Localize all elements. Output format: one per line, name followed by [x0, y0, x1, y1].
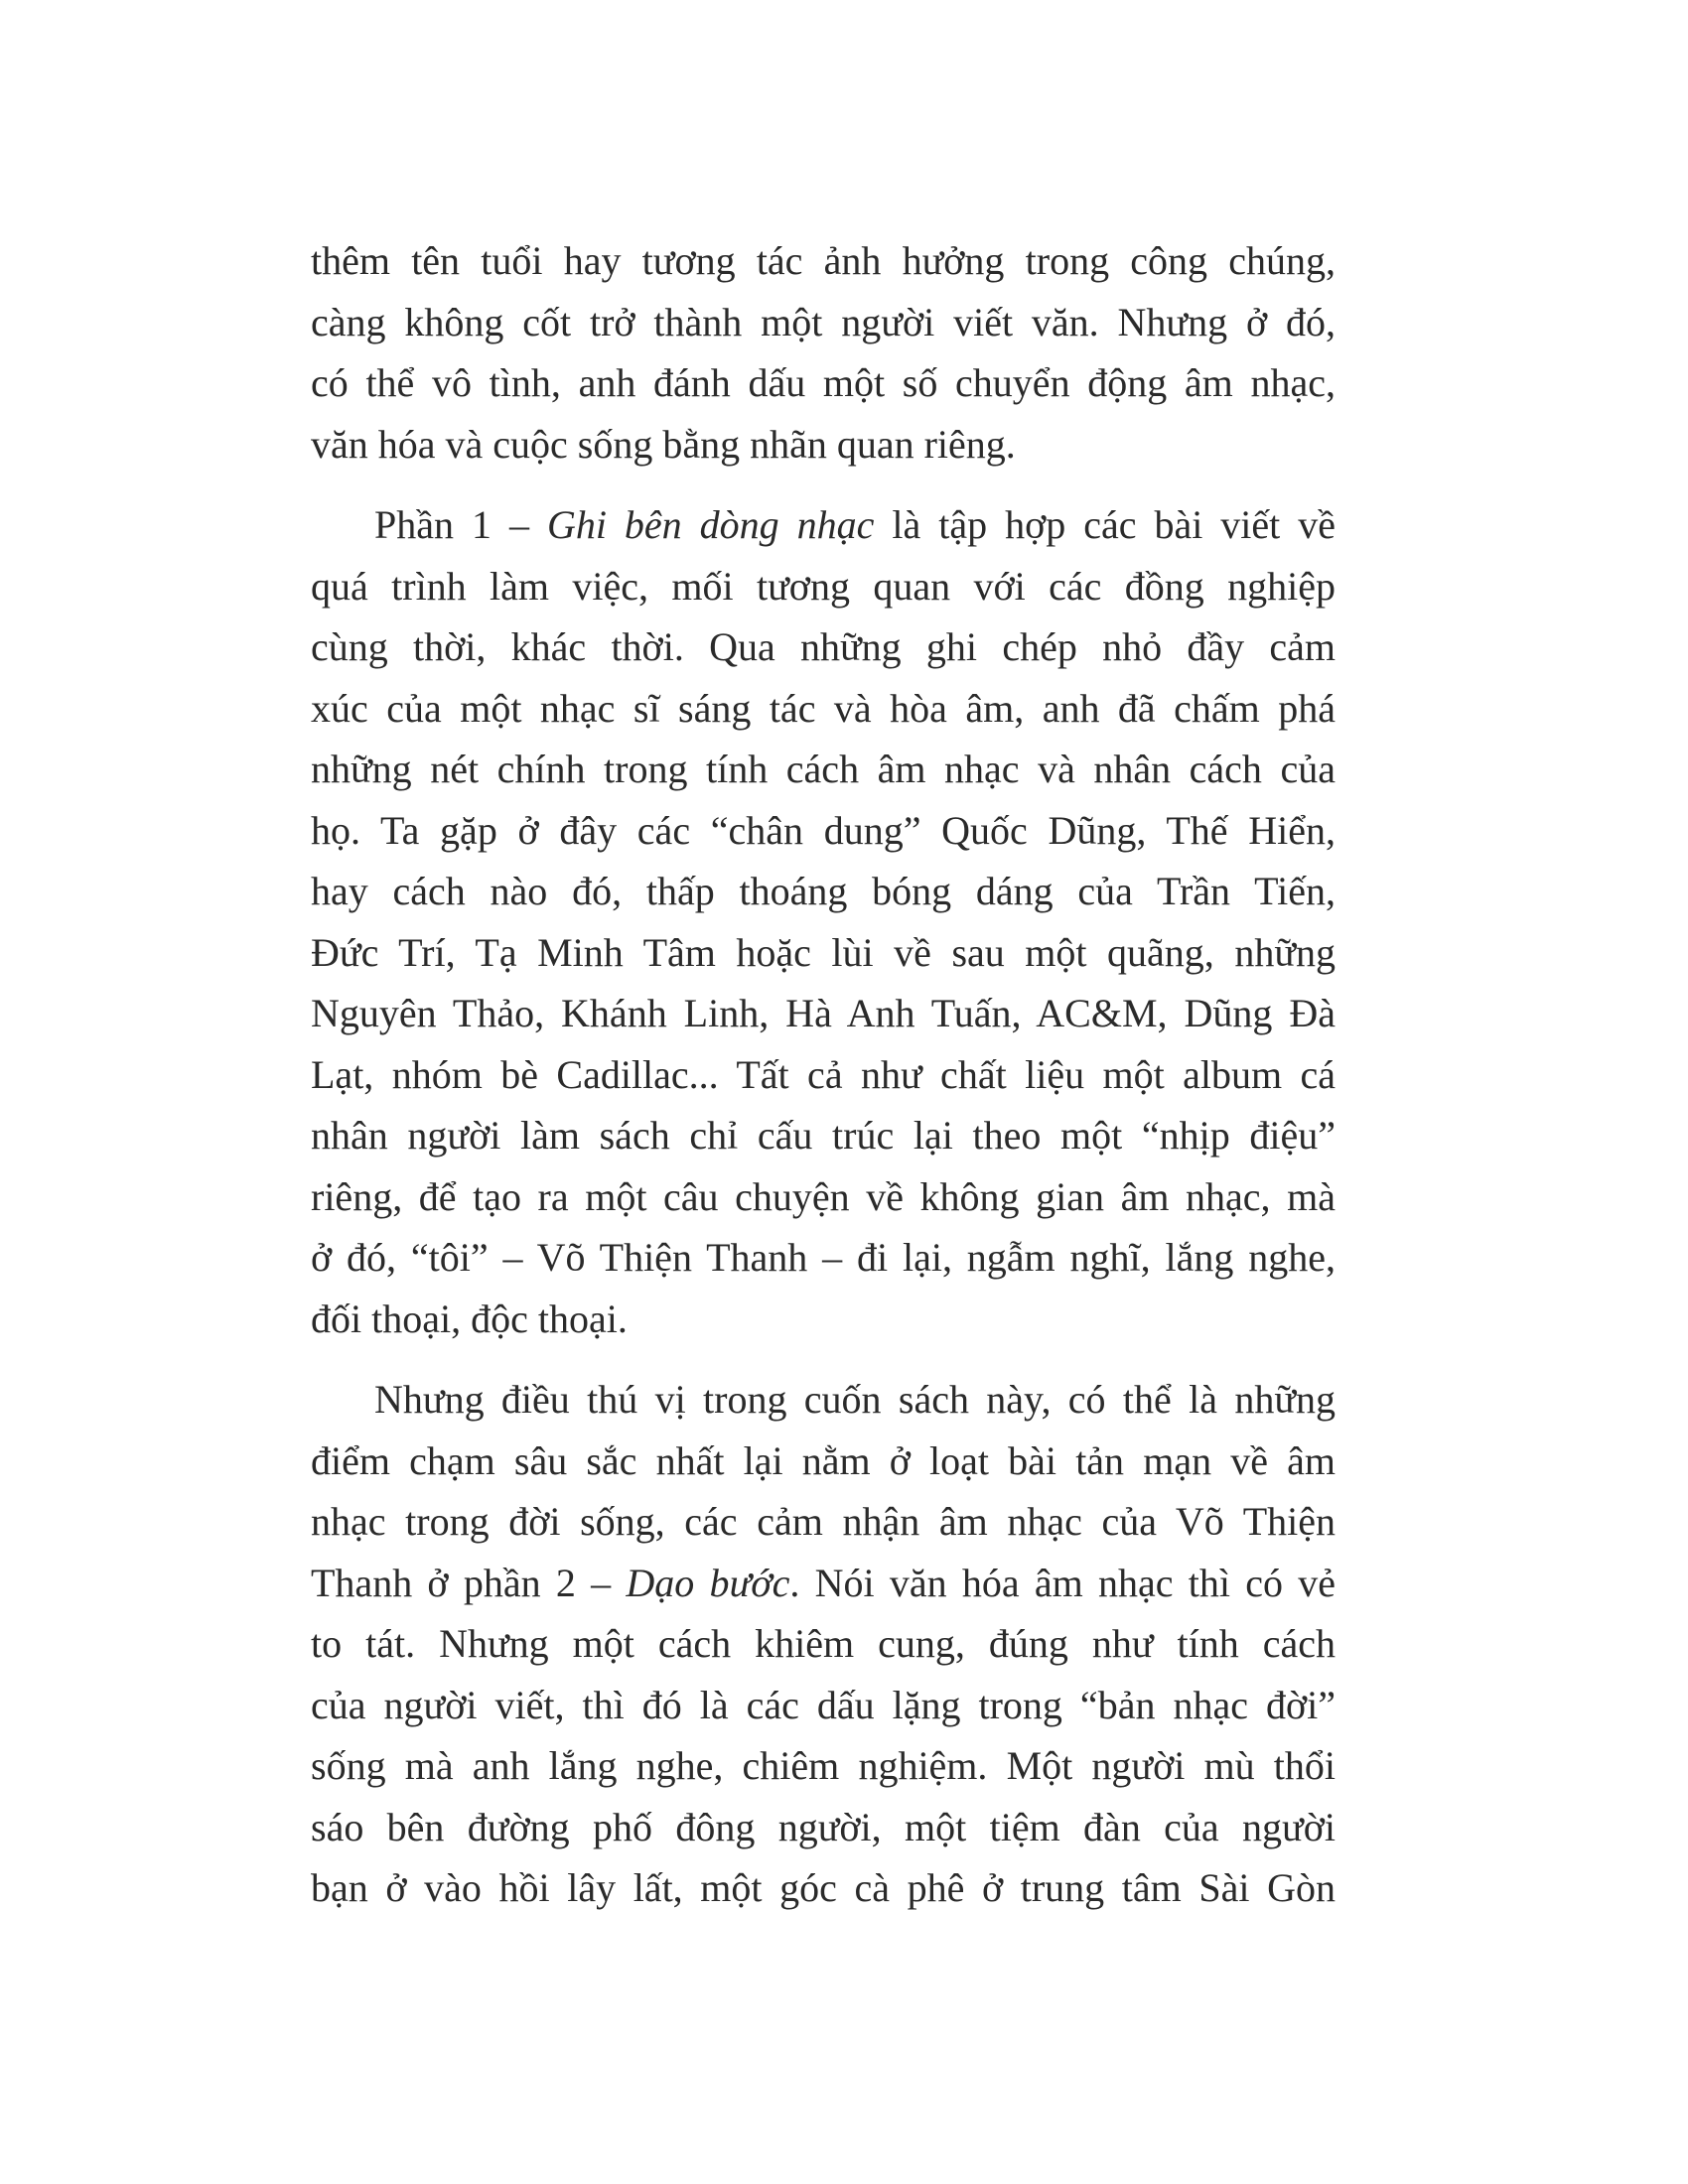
- text-line: Nhưng điều thú vị trong cuốn sách này, có thể là những: [374, 1377, 1336, 1422]
- text-line: đối thoại, độc thoại.: [311, 1296, 628, 1341]
- text-line: [311, 1553, 1336, 1614]
- text-span: Phần 1 –: [374, 502, 547, 547]
- text-line: bạn ở vào hồi lây lất, một góc cà phê ở trung tâm Sài Gòn: [311, 1865, 1336, 1910]
- text-line: Nguyên Thảo, Khánh Linh, Hà Anh Tuấn, AC&M, Dũng Đà: [311, 991, 1336, 1035]
- text-line: có thể vô tình, anh đánh dấu một số chuyển động âm nhạc,: [311, 360, 1336, 405]
- text-line: điểm chạm sâu sắc nhất lại nằm ở loạt bài tản mạn về âm: [311, 1437, 1336, 1483]
- paragraph-1: [311, 230, 1336, 475]
- text-span: Thanh ở phần 2 –: [311, 1560, 627, 1605]
- paragraph-3: [311, 1369, 1336, 1919]
- text-line: sáo bên đường phố đông người, một tiệm đàn của người: [311, 1804, 1336, 1849]
- text-span: là tập hợp các bài viết về: [874, 502, 1336, 547]
- text-line: xúc của một nhạc sĩ sáng tác và hòa âm, anh đã chấm phá: [311, 685, 1336, 731]
- text-line: sống mà anh lắng nghe, chiêm nghiệm. Một người mù thổi: [311, 1743, 1336, 1788]
- text-line: Lạt, nhóm bè Cadillac... Tất cả như chất liệu một album cá: [311, 1051, 1336, 1097]
- text-line: Đức Trí, Tạ Minh Tâm hoặc lùi về sau một quãng, những: [311, 929, 1336, 975]
- text-line: hay cách nào đó, thấp thoáng bóng dáng của Trần Tiến,: [311, 869, 1336, 913]
- section-title-italic: Dạo bước: [626, 1560, 790, 1605]
- text-line: thêm tên tuổi hay tương tác ảnh hưởng trong công chúng,: [311, 238, 1336, 283]
- text-line: họ. Ta gặp ở đây các “chân dung” Quốc Dũng, Thế Hiển,: [311, 807, 1336, 853]
- text-line: riêng, để tạo ra một câu chuyện về không gian âm nhạc, mà: [311, 1173, 1336, 1219]
- text-line: của người viết, thì đó là các dấu lặng trong “bản nhạc đời”: [311, 1682, 1336, 1727]
- text-line: những nét chính trong tính cách âm nhạc và nhân cách của: [311, 747, 1336, 791]
- body-text: [311, 230, 1336, 1939]
- text-line: càng không cốt trở thành một người viết văn. Nhưng ở đó,: [311, 299, 1336, 344]
- text-line: cùng thời, khác thời. Qua những ghi chép nhỏ đầy cảm: [311, 624, 1336, 669]
- text-line: quá trình làm việc, mối tương quan với các đồng nghiệp: [311, 563, 1336, 609]
- paragraph-2: [311, 494, 1336, 1349]
- text-line: nhân người làm sách chỉ cấu trúc lại theo một “nhịp điệu”: [311, 1113, 1336, 1158]
- text-span: . Nói văn hóa âm nhạc thì có vẻ: [789, 1560, 1336, 1605]
- text-line: nhạc trong đời sống, các cảm nhận âm nhạc của Võ Thiện: [311, 1499, 1336, 1544]
- section-title-italic: Ghi bên dòng nhạc: [546, 502, 875, 547]
- text-line: to tát. Nhưng một cách khiêm cung, đúng như tính cách: [311, 1621, 1336, 1666]
- text-line: ở đó, “tôi” – Võ Thiện Thanh – đi lại, ngẫm nghĩ, lắng nghe,: [311, 1235, 1336, 1280]
- text-line: văn hóa và cuộc sống bằng nhãn quan riêng.: [311, 421, 1016, 467]
- text-line: [311, 494, 1336, 556]
